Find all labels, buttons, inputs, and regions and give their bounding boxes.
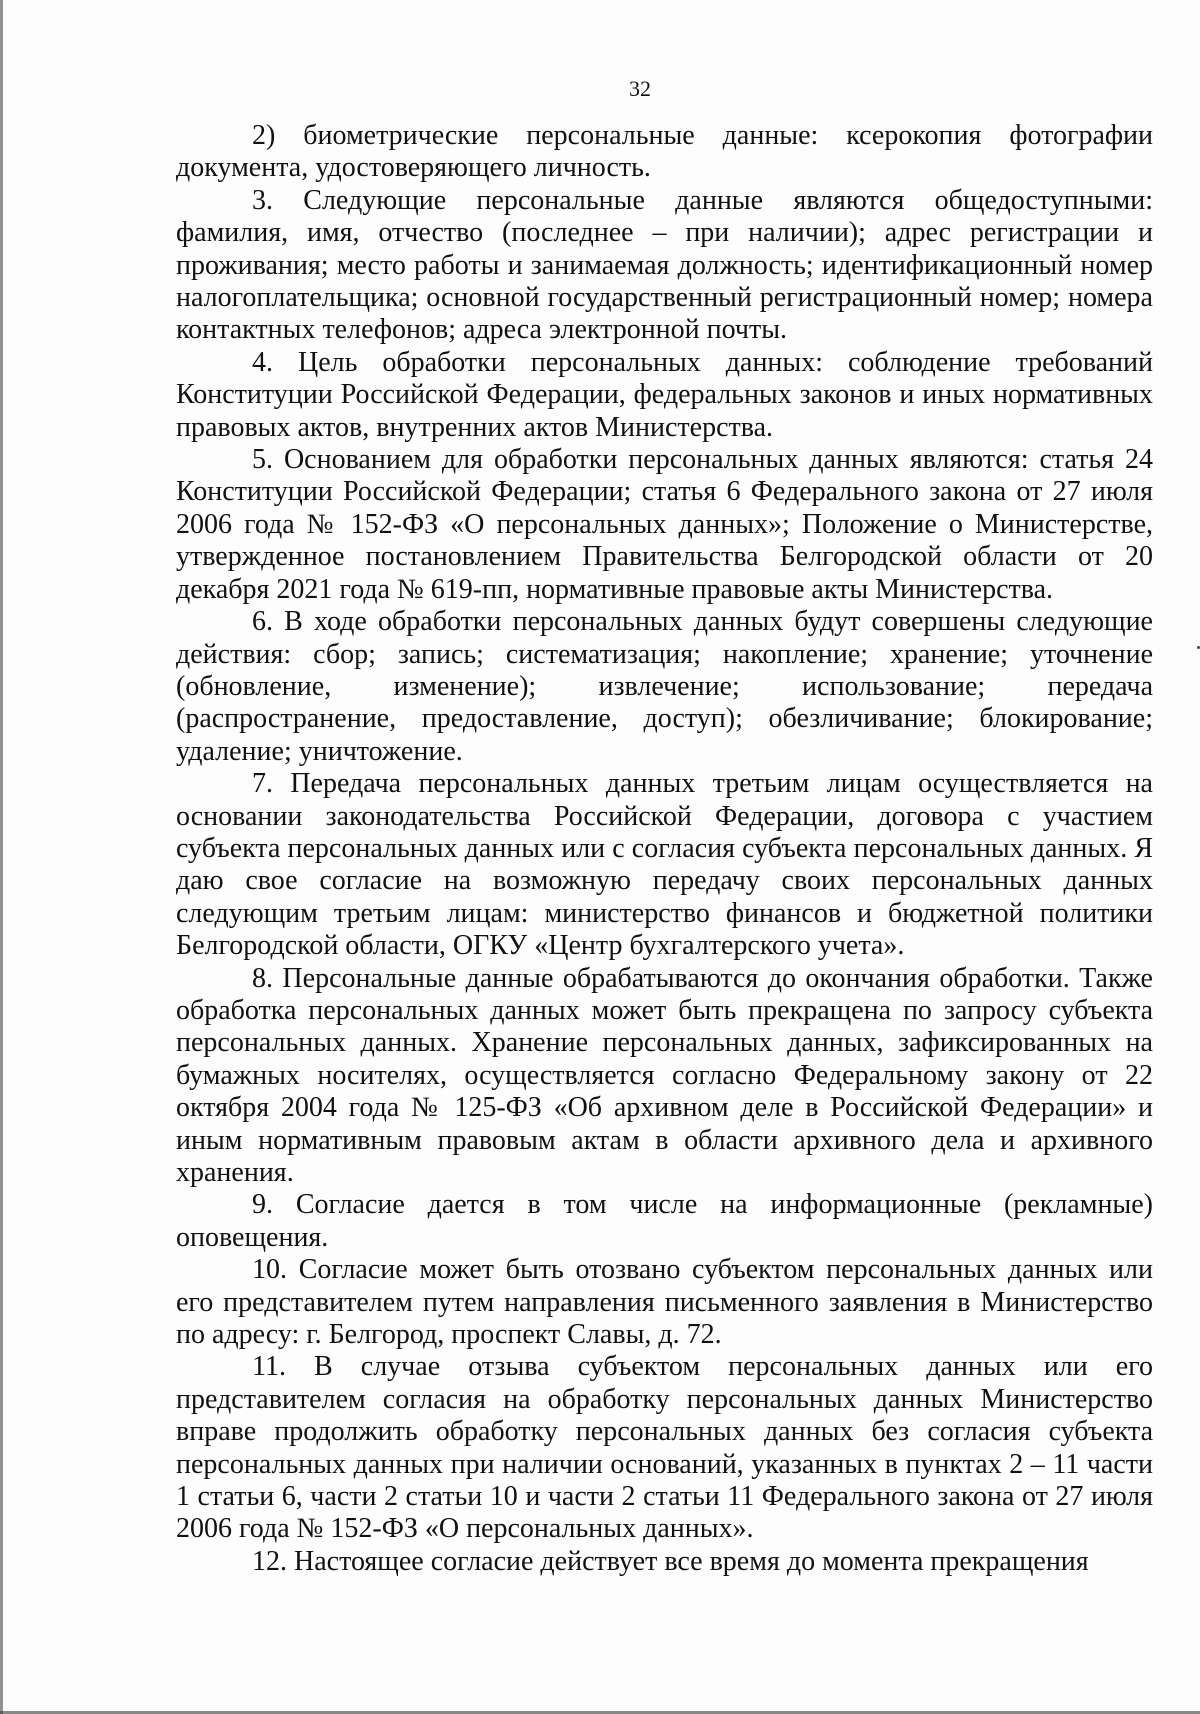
- scan-edge-left: [0, 0, 3, 1714]
- paragraph-2-biometric: 2) биометрические персональные данные: ксерокопия фотографии документа, удостоверяющего личность.: [176, 120, 1153, 184]
- paragraph-6-actions: 6. В ходе обработки персональных данных будут совершены следующие действия: сбор; запись; систематизация; накопление; хранение; уточнение (обновление, изменение); извлечение; использование; передача (распространение, предоставление, доступ); обезличивание; блокирование; удаление; уничтожение.: [176, 606, 1153, 767]
- paragraph-10-revocation: 10. Согласие может быть отозвано субъектом персональных данных или его представителем путем направления письменного заявления в Министерство по адресу: г. Белгород, проспект Славы, д. 72.: [176, 1254, 1153, 1351]
- paragraph-4-purpose: 4. Цель обработки персональных данных: соблюдение требований Конституции Российской Федерации, федеральных законов и иных нормативных правовых актов, внутренних актов Министерства.: [176, 346, 1153, 443]
- paragraph-5-basis: 5. Основанием для обработки персональных данных являются: статья 24 Конституции Российской Федерации; статья 6 Федерального закона от 27 июля 2006 года № 152-ФЗ «О персональных данных»; Положение о Министерстве, утвержденное постановлением Правительства Белгородской области от 20 декабря 2021 года № 619-пп, нормативные правовые акты Министерства.: [176, 444, 1153, 605]
- paragraph-7-transfer: 7. Передача персональных данных третьим лицам осуществляется на основании законодательства Российской Федерации, договора с участием субъекта персональных данных или с согласия субъекта персональных данных. Я даю свое согласие на возможную передачу своих персональных данных следующим третьим лицам: министерство финансов и бюджетной политики Белгородской области, ОГКУ «Центр бухгалтерского учета».: [176, 768, 1153, 962]
- paragraph-3-public-data: 3. Следующие персональные данные являются общедоступными: фамилия, имя, отчество (последнее – при наличии); адрес регистрации и проживания; место работы и занимаемая должность; идентификационный номер налогоплательщика; основной государственный регистрационный номер; номера контактных телефонов; адреса электронной почты.: [176, 184, 1153, 346]
- paragraph-8-storage: 8. Персональные данные обрабатываются до окончания обработки. Также обработка персональных данных может быть прекращена по запросу субъекта персональных данных. Хранение персональных данных, зафиксированных на бумажных носителях, осуществляется согласно Федеральному закону от 22 октября 2004 года № 125-ФЗ «Об архивном деле в Российской Федерации» и иным нормативным правовым актам в области архивного дела и архивного хранения.: [176, 962, 1153, 1188]
- paragraph-12-validity: 12. Настоящее согласие действует все время до момента прекращения: [252, 1545, 1089, 1577]
- page-number: 32: [629, 76, 651, 101]
- paragraph-9-notifications: 9. Согласие дается в том числе на информационные (рекламные) оповещения.: [176, 1189, 1153, 1253]
- document-body: [176, 120, 1153, 1578]
- paragraph-11-continued-processing: 11. В случае отзыва субъектом персональных данных или его представителем согласия на обработку персональных данных Министерство вправе продолжить обработку персональных данных без согласия субъекта персональных данных при наличии оснований, указанных в пунктах 2 – 11 части 1 статьи 6, части 2 статьи 10 и части 2 статьи 11 Федерального закона от 27 июля 2006 года № 152-ФЗ «О персональных данных».: [176, 1351, 1153, 1545]
